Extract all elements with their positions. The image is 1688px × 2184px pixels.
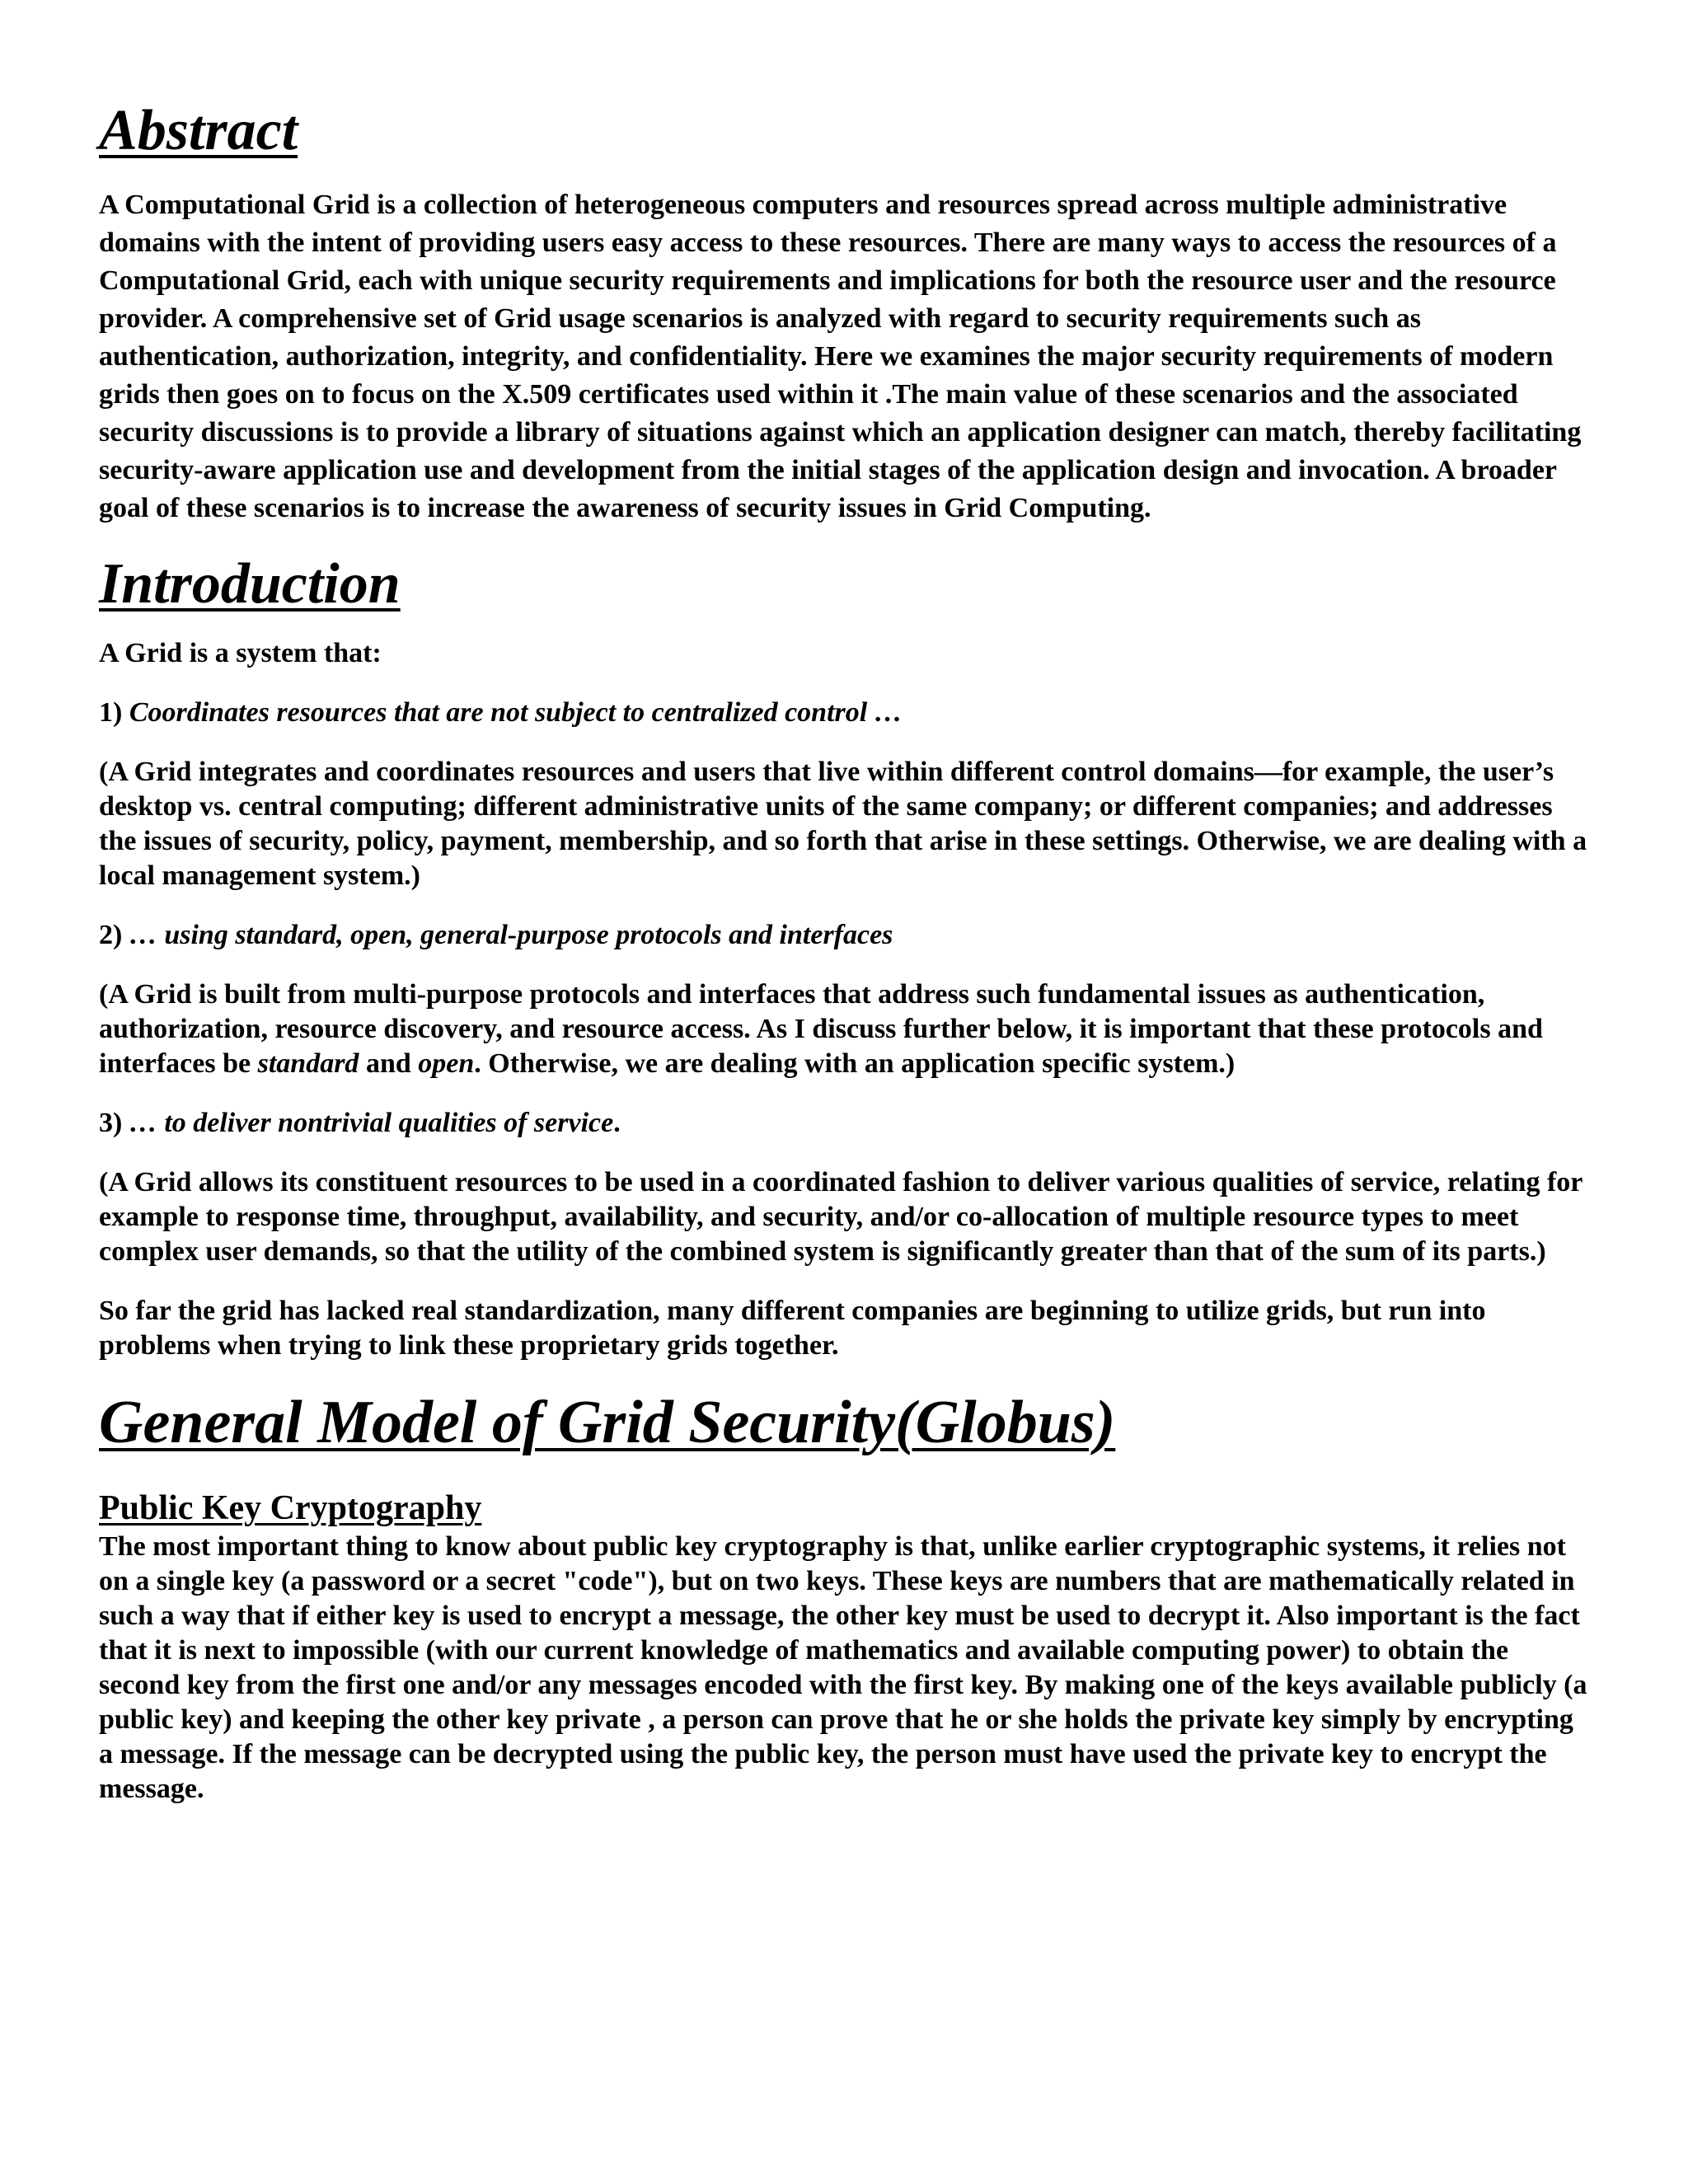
abstract-heading: Abstract	[99, 99, 298, 162]
point-1-text: Coordinates resources that are not subject to centralized control …	[129, 697, 903, 728]
intro-point-3	[99, 1106, 1591, 1141]
point-2-expl-standard: standard	[257, 1048, 359, 1079]
point-2-text: … using standard, open, general-purpose protocols and interfaces	[129, 920, 893, 950]
intro-point-1-explanation: (A Grid integrates and coordinates resources and users that live within different control domains—for example, the user’s desktop vs. central computing; different administrative units of the same company; or different companies; and addresses the issues of security, policy, payment, membership, and so forth that arise in these settings. Otherwise, we are dealing with a local management system.)	[99, 757, 1587, 891]
intro-point-1	[99, 696, 1591, 730]
general-model-heading: General Model of Grid Security(Globus)	[99, 1389, 1116, 1456]
public-key-paragraph: The most important thing to know about public key cryptography is that, unlike earlier cryptographic systems, it relies not on a single key (a password or a secret "code"), but on two keys. These keys are numbers that are mathematically related in such a way that if either key is used to encrypt a message, the other key must be used to decrypt it. Also important is the fact that it is next to impossible (with our current knowledge of mathematics and available computing power) to obtain the second key from the first one and/or any messages encoded with the first key. By making one of the keys available publicly (a public key) and keeping the other key private , a person can prove that he or she holds the private key simply by encrypting a message. If the message can be decrypted using the public key, the person must have used the private key to encrypt the message.	[99, 1531, 1587, 1804]
point-2-expl-part-a: (A Grid is built from multi-purpose protocols and interfaces that address such fundamental issues as authentication, authorization, resource discovery, and resource access. As I discuss further below, it is important that these protocols and interfaces be	[99, 979, 1543, 1079]
point-3-number: 3)	[99, 1108, 129, 1138]
point-2-expl-and: and	[359, 1048, 419, 1079]
intro-point-3-explanation: (A Grid allows its constituent resources to be used in a coordinated fashion to deliver various qualities of service, relating for example to response time, throughput, availability, and security, and/or co-allocation of multiple resource types to meet complex user demands, so that the utility of the combined system is significantly greater than that of the sum of its parts.)	[99, 1167, 1582, 1267]
intro-closing-paragraph: So far the grid has lacked real standardization, many different companies are beginning to utilize grids, but run into problems when trying to link these proprietary grids together.	[99, 1296, 1486, 1361]
point-3-text: … to deliver nontrivial qualities of service	[129, 1108, 614, 1138]
abstract-paragraph: A Computational Grid is a collection of heterogeneous computers and resources spread across multiple administrative domains with the intent of providing users easy access to these resources. There are many ways to access the resources of a Computational Grid, each with unique security requirements and implications for both the resource user and the resource provider. A comprehensive set of Grid usage scenarios is analyzed with regard to security requirements such as authentication, authorization, integrity, and confidentiality. Here we examines the major security requirements of modern grids then goes on to focus on the X.509 certificates used within it .The main value of these scenarios and the associated security discussions is to provide a library of situations against which an application designer can match, thereby facilitating security-aware application use and development from the initial stages of the application design and invocation. A broader goal of these scenarios is to increase the awareness of security issues in Grid Computing.	[99, 190, 1582, 523]
point-2-expl-open: open	[418, 1048, 475, 1079]
point-3-period: .	[613, 1108, 621, 1138]
public-key-subheading: Public Key Cryptography	[99, 1489, 482, 1527]
intro-lead: A Grid is a system that:	[99, 638, 382, 668]
intro-point-2	[99, 918, 1591, 953]
point-1-number: 1)	[99, 697, 129, 728]
introduction-heading: Introduction	[99, 552, 401, 616]
point-2-number: 2)	[99, 920, 129, 950]
document-page	[99, 97, 1591, 1807]
point-2-expl-part-b: . Otherwise, we are dealing with an application specific system.)	[474, 1048, 1236, 1079]
intro-point-2-explanation	[99, 977, 1591, 1081]
